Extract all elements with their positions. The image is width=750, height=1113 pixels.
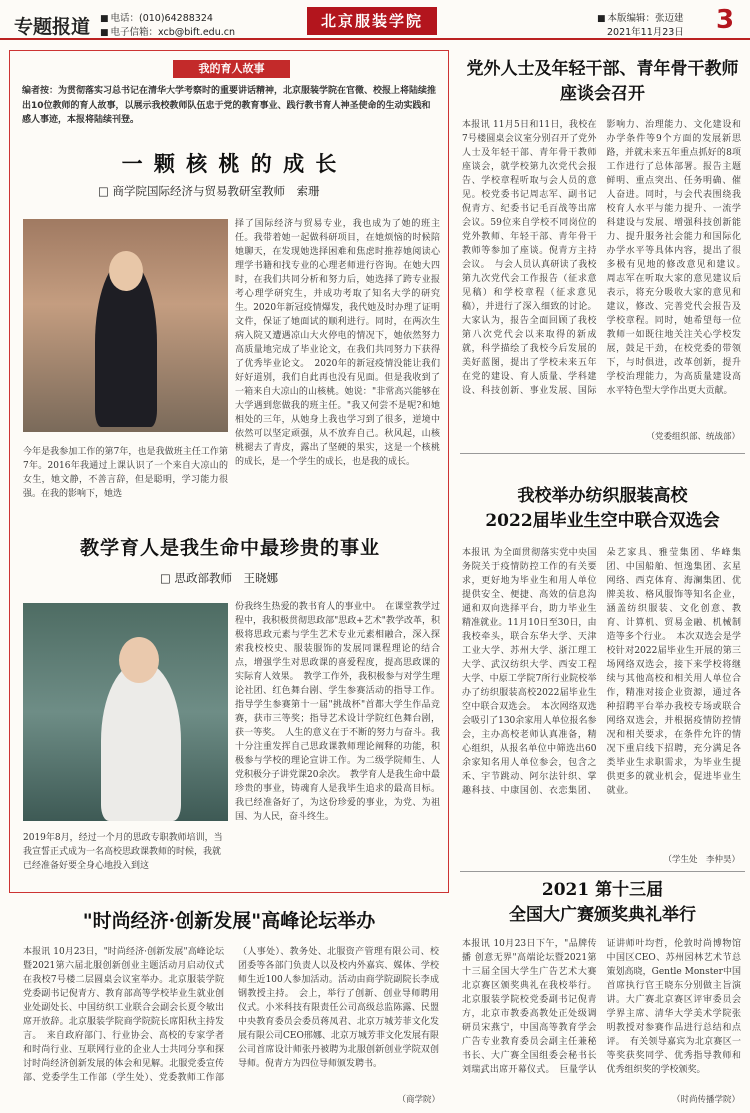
news3-title-line2: 全国大广赛颁奖典礼举行 [509, 905, 696, 925]
article2-column1: 2019年8月，经过一个月的思政专职教师培训，当我宣誓正式成为一名高校思政课教师的时候，我就已经准备好要全身心地投入到这 [23, 833, 223, 871]
newspaper-logo: 北京服装学院 [307, 7, 437, 35]
news2-title-line1: 我校举办纺织服装高校 [517, 486, 688, 506]
article1-photo [23, 219, 228, 432]
article2-title: 教学育人是我生命中最珍贵的事业 [79, 537, 380, 559]
news3-body: 本报讯 10月23日下午，"品牌传播 创意无界"高端论坛暨2021第十三届全国大学生广告艺术大赛北京赛区颁奖典礼在我校举行。北京服装学院校党委副书记倪青方，北京市教委高教处正处级调研员宋燕宁，中国高等教育学会广告专业教育委员会副主任兼秘书长、大广赛全国组委会秘书长刘瑞武出席开幕仪式。 巨量学认证讲师叶均哲，伦敦时尚博物馆中国区CEO、苏州园林艺术节总策划高晓，Gentle Monster中国首席执行官王晓东分别做主旨演讲。大广赛北京赛区评审委员会学界主席、清华大学美术学院张明教授对参赛作品进行总结和点评。 有关领导嘉宾为北京赛区一等奖获奖同学、优秀指导教师和优秀组织奖的学校颁奖。 [462, 939, 741, 1075]
page-number: 3 [716, 5, 735, 35]
news2-title-line2: 2022届毕业生空中联合双选会 [485, 511, 720, 531]
article1-byline: □ 商学院国际经济与贸易教研室教师 索珊 [98, 183, 320, 199]
article1-title: 一 颗 核 桃 的 成 长 [121, 151, 339, 176]
bottom-title: "时尚经济·创新发展"高峰论坛举办 [82, 910, 376, 932]
article2-photo [23, 603, 228, 821]
news1-title: 党外人士及年轻干部、青年骨干教师座谈会召开 [466, 59, 739, 104]
bottom-body: 本报讯 10月23日，"时尚经济·创新发展"高峰论坛暨2021第六届北服创新创业主题活动月启动仪式在我校7号楼二层圆桌会议室举办。北京服装学院党委副书记倪青方、教育部高等学校毕业生就业创业处副处长、中国纺织工业联合会副会长夏令敏出席开放辞。北京服装学院商学院院长席阳秋主持发言。 来自政府部门、行业协会、高校的专家学者和时尚行业、互联网行业的企业人士共同分享和探讨时尚经济创新发展的体会和见解。北服党委宣传部、党委学生工作部（学生处）、党委教师工作部（人事处）、教务处、北服资产管理有限公司、校团委等各部门负责人以及校内外嘉宾、媒体、学校师生近100人参加活动。活动由商学院副院长李成钢教授主持。 会上，举行了创新、创业导师聘用仪式。小米科技有限责任公司高级总监陈露、民盟中央教育委员会委员蒋凤君、北京万城芳菲文化发展有限公司CEO邢娜、北京万城芳菲文化发展有限公司首席设计师张丹被聘为北服创新创业学院双创导师。倪青方为四位导师颁发聘书。 [23, 947, 439, 1083]
divider [460, 453, 745, 454]
news2-source: （学生处 李仲昊） [663, 855, 740, 865]
contact-info [100, 12, 235, 40]
news3-title-line1: 2021 第十三届 [541, 880, 664, 900]
editor-note: 编者按：为贯彻落实习总书记在清华大学考察时的重要讲话精神，北京服装学院在官微、校报上将陆续推出10位教师的育人故事，以展示我校教师队伍忠于党的教育事业、践行教书育人神圣使命的生动实践和感人事迹，本报将陆续刊登。 [22, 86, 437, 125]
section-title: 专题报道 [14, 16, 91, 38]
news1-source: （党委组织部、统战部） [646, 432, 740, 442]
article2-byline: □ 思政部教师 王晓娜 [160, 570, 278, 586]
feature-tag: 我的育人故事 [173, 60, 290, 78]
news1-body: 本报讯 11月5日和11日，我校在7号楼圆桌会议室分别召开了党外人士及年轻干部、青年骨干教师座谈会，就学校第九次党代会报告、学校章程听取与会人员的意见。校党委书记周志军、副书记倪青方、纪委书记毛百战等出席会议。59位来自学校不同岗位的党外教师、年轻干部、青年骨干教师等参加了座谈。倪青方主持会议。 与会人员认真研读了我校第九次党代会工作报告（征求意见稿）和学校章程（征求意见稿），并进行了深入细致的讨论。大家认为，报告全面回顾了我校第八次党代会以来取得的新成就，科学描绘了我校今后发展的美好蓝图，提出了学校未来五年在党的建设、育人质量、学科建设、科技创新、事业发展、国际影响力、治理能力、文化建设和办学条件等9个方面的发展新思路，并就未来五年重点抓好的8项工作进行了总体部署。报告主题鲜明、重点突出、任务明确、催人奋进。同时，与会代表围绕我校育人水平与能力提升、一流学科建设与发展、增强科技创新能力、提升服务社会能力和国际化办学水平等具体内容，提出了很多极有见地的修改意见和建议。 周志军在听取大家的意见建议后表示，将充分吸收大家的意见和建议，修改、完善党代会报告及学校章程。同时，她希望每一位教师一如既往地关注关心学校发展，鼓足干劲，在校党委的带领下，与时俱进，改革创新，提升学校治理能力，为高质量建设高水平特色型大学作出更大贡献。 [462, 120, 750, 396]
article1-column2: 择了国际经济与贸易专业，我也成为了她的班主任。我带着她一起做科研项目，在她烦恼的时候陪她聊天，在发现她选择困难和焦虑时推荐她阅读心理学书籍和找专业的心理老师进行咨询。在她大四时，在我们共同分析和努力后，她选择了跨专业报考心理学研究生，并成功考取了知名大学的研究生。2020年新冠疫情爆发，我代她及时办理了证明文件，保证了她面试的顺利进行。同时，在两次生病入院又遭遇凉山大火停电的情况下，她依然努力高质量地完成了毕业论文，在我们共同努力下获得了优秀毕业论文。 2020年的新冠疫情没能让我们好好道别，我们自此再也没有见面。但是我收到了一箱来自大凉山的山核桃。她说："非常高兴能够在大学遇到您做我的班主任。"我又何尝不是呢?和她相处的三年，从她身上我也学习到了很多，逆境中依然可以坚定顽强，从不放弃自己。秋风起，山核桃褪去了青皮，露出了坚硬的果实，这是一个核桃的成长，是一个学生的成长，也是我的成长。 [235, 219, 440, 467]
email: ■ 电子信箱：xcb@bift.edu.cn [100, 26, 235, 40]
bottom-source: （商学院） [397, 1095, 440, 1105]
article1-column1: 今年是我参加工作的第7年，也是我做班主任工作第7年。2016年我通过上课认识了一个来自大凉山的女生，她文静，不善言辞，但是聪明，学习能力很强。在我的影响下，她选 [23, 447, 228, 499]
edition-info [597, 12, 684, 39]
editor: ■ 本版编辑：张迈建 [597, 12, 684, 26]
article2-column2: 份我终生热爱的教书育人的事业中。 在课堂教学过程中，我积极贯彻思政部"思政+艺术"教学改革，积极将思政元素与学生艺术专业元素相融合，深入探索我校校史、服装服饰的发展同课程理论的结合点，增强学生对思政课的喜爱程度，提高思政课的实际育人效果。 教学工作外，我积极参与对学生理论社团、红色舞台剧、学生参赛活动的指导工作。指导学生参赛第十一届"挑战杯"首都大学生作品竞赛，获市三等奖；指导艺术设计学院红色舞台剧，获一等奖。 人生的意义在于不断的努力与奋斗。我十分注重发挥自己思政课教师理论阐释的功能，积极参与学校的理论宣讲工作。为二级学院师生、人党积极分子讲党课20余次。 教学育人是我生命中最珍贵的事业，铸魂育人是我毕生追求的最高目标。我已经准备好了，为这份珍爱的事业，为党、为祖国、为人民，奋斗终生。 [235, 602, 440, 822]
divider [460, 871, 745, 872]
news3-source: （时尚传播学院） [671, 1095, 740, 1105]
phone: ■ 电话：(010)64288324 [100, 12, 235, 26]
news2-body: 本报讯 为全面贯彻落实党中央国务院关于疫情防控工作的有关要求，更好地为毕业生和用人单位提供安全、便捷、高效的信息沟通和双向选择平台，助力毕业生精准就业。11月10日至30日，由我校牵头，联合东华大学、天津工业大学、苏州大学、浙江理工大学、武汉纺织大学、西安工程大学、中原工学院7所行业院校举办了纺织服装高校2022届毕业生空中联合双选会。 本次网络双选会吸引了130余家用人单位报名参会，主办高校老师认真准备，精心组织，从报名单位中筛选出60余家知名用人单位参会，包含之禾、宇节跳动、阿尔法针织、掌趣科技、中康国创、衣恋集团、朵艺家具、雅莹集团、华峰集团、中国船舶、恒逸集团、玄星网络、西克体育、海澜集团、优牌美妆、格风服饰等知名企业，涵盖纺织服装、文化创意、教育、计算机、贸易金融、机械制造等多个行业。 本次双选会是学校针对2022届毕业生开展的第三场网络双选会，接下来学校将继续与其他高校和相关用人单位合作，精准对接企业资源，通过各种招聘平台举办我校专场或联合网络双选会，并根据疫情防控情况和相关要求，在条件允许的情况下重启线下招聘，充分满足各类毕业生求职需求，为毕业生提供更多的就业机会，促进毕业生就业。 [462, 548, 741, 796]
issue-date: 2021年11月23日 [607, 27, 684, 38]
